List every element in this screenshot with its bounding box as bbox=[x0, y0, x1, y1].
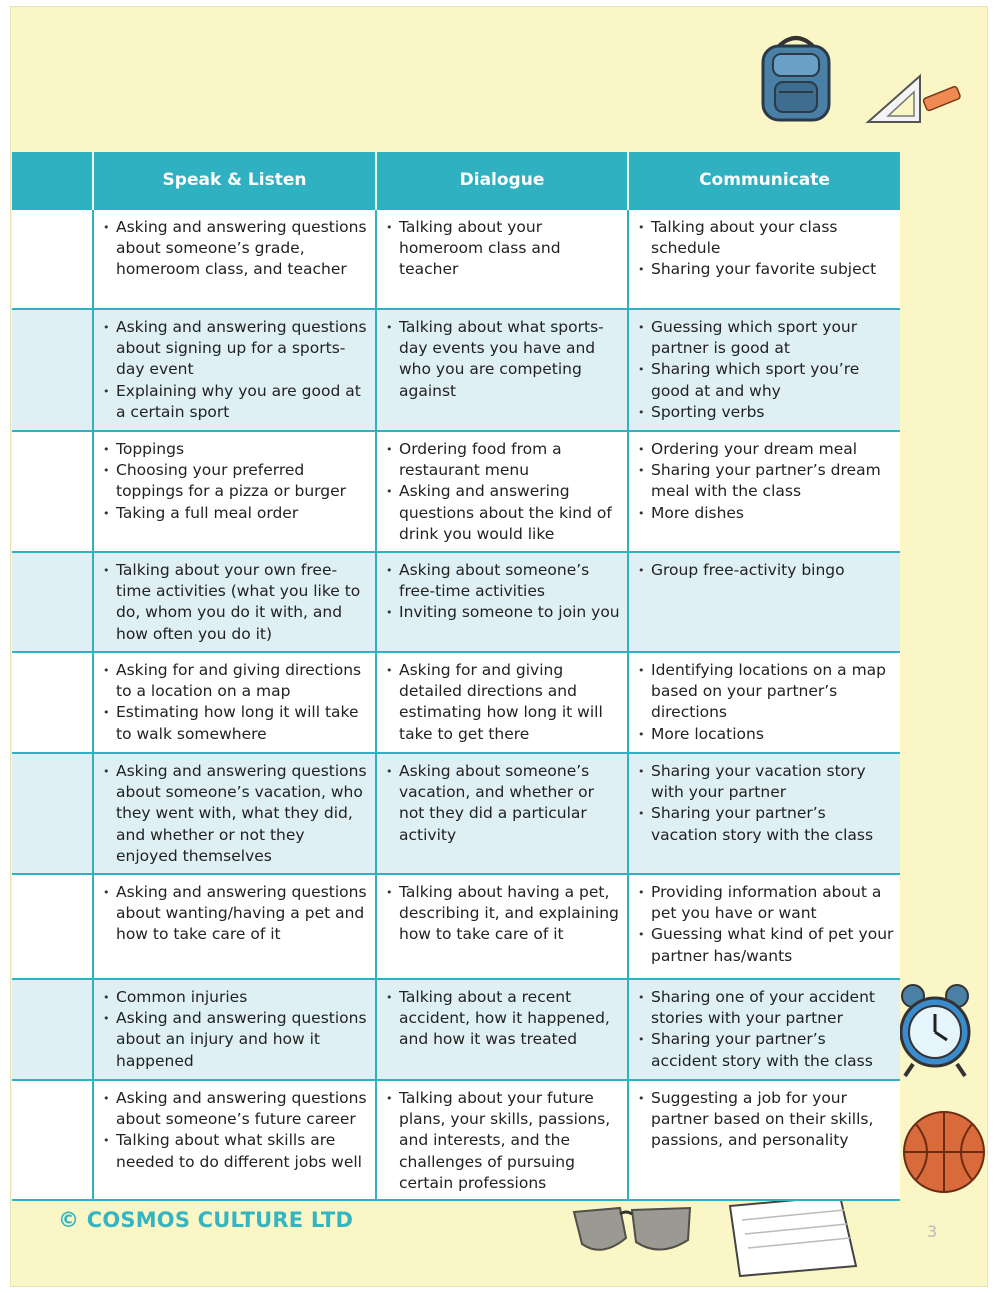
bullet-item: • Suggesting a job for your partner based on their skills, passions, and personality bbox=[637, 1088, 896, 1152]
unit-cell bbox=[12, 652, 93, 753]
communicate-cell bbox=[628, 1080, 900, 1200]
bullet-list bbox=[385, 1088, 623, 1194]
bullet-list bbox=[102, 439, 371, 524]
bullet-list bbox=[385, 761, 623, 846]
communicate-cell bbox=[628, 209, 900, 309]
bullet-item: • Providing information about a pet you have or want bbox=[637, 882, 896, 924]
bullet-item: • Talking about a recent accident, how it happened, and how it was treated bbox=[385, 987, 623, 1051]
bullet-list bbox=[637, 660, 896, 745]
bullet-item: • Sharing your partner’s dream meal with the class bbox=[637, 460, 896, 502]
bullet-item: • Sharing your partner’s accident story with the class bbox=[637, 1029, 896, 1071]
table-row bbox=[12, 652, 900, 753]
unit-cell bbox=[12, 874, 93, 979]
bullet-item: • Talking about your homeroom class and teacher bbox=[385, 217, 623, 281]
bullet-list bbox=[102, 217, 371, 281]
speak-listen-cell bbox=[93, 652, 376, 753]
communicate-cell bbox=[628, 431, 900, 552]
unit-cell bbox=[12, 1080, 93, 1200]
bullet-item: • Sharing one of your accident stories with your partner bbox=[637, 987, 896, 1029]
bullet-item: • Asking and answering questions about someone’s vacation, who they went with, what they did, and whether or not they enjoyed themselves bbox=[102, 761, 371, 867]
backpack-icon bbox=[755, 28, 837, 124]
bullet-item: • Asking about someone’s vacation, and whether or not they did a particular activity bbox=[385, 761, 623, 846]
communicate-cell bbox=[628, 309, 900, 431]
bullet-item: • Identifying locations on a map based on your partner’s directions bbox=[637, 660, 896, 724]
bullet-list bbox=[637, 1088, 896, 1152]
unit-cell bbox=[12, 431, 93, 552]
bullet-item: • More dishes bbox=[637, 503, 896, 524]
bullet-item: • Ordering your dream meal bbox=[637, 439, 896, 460]
dialogue-cell bbox=[376, 309, 628, 431]
bullet-item: • Sharing which sport you’re good at and why bbox=[637, 359, 896, 401]
bullet-item: • Common injuries bbox=[102, 987, 371, 1008]
bullet-list bbox=[102, 1088, 371, 1173]
bullet-list bbox=[385, 217, 623, 281]
table-header-row bbox=[12, 152, 900, 209]
bullet-list bbox=[637, 439, 896, 524]
bullet-item: • Inviting someone to join you bbox=[385, 602, 623, 623]
bullet-list bbox=[385, 987, 623, 1051]
table-row bbox=[12, 431, 900, 552]
bullet-item: • Taking a full meal order bbox=[102, 503, 371, 524]
column-header-communicate: Communicate bbox=[628, 152, 900, 209]
eraser-icon bbox=[920, 84, 964, 114]
bullet-list bbox=[637, 987, 896, 1072]
bullet-item: • Asking about someone’s free-time activities bbox=[385, 560, 623, 602]
column-header-speak-listen: Speak & Listen bbox=[93, 152, 376, 209]
speak-listen-cell bbox=[93, 552, 376, 652]
unit-cell bbox=[12, 753, 93, 874]
bullet-list bbox=[102, 987, 371, 1072]
bullet-list bbox=[637, 317, 896, 423]
speak-listen-cell bbox=[93, 431, 376, 552]
bullet-list bbox=[385, 882, 623, 946]
bullet-list bbox=[637, 882, 896, 967]
ruler-icon bbox=[864, 70, 924, 126]
bullet-item: • Sharing your favorite subject bbox=[637, 259, 896, 280]
speak-listen-cell bbox=[93, 1080, 376, 1200]
unit-cell bbox=[12, 979, 93, 1080]
table-row bbox=[12, 309, 900, 431]
bullet-item: • Guessing what kind of pet your partner has/wants bbox=[637, 924, 896, 966]
bullet-item: • Estimating how long it will take to walk somewhere bbox=[102, 702, 371, 744]
dialogue-cell bbox=[376, 874, 628, 979]
bullet-list bbox=[102, 660, 371, 745]
dialogue-cell bbox=[376, 753, 628, 874]
dialogue-cell bbox=[376, 431, 628, 552]
bullet-list bbox=[102, 761, 371, 867]
bullet-item: • Talking about your own free-time activities (what you like to do, whom you do it with, and how often you do it) bbox=[102, 560, 371, 645]
page-number: 3 bbox=[927, 1222, 938, 1241]
bullet-item: • Asking and answering questions about wanting/having a pet and how to take care of it bbox=[102, 882, 371, 946]
bullet-item: • Asking and answering questions about an injury and how it happened bbox=[102, 1008, 371, 1072]
bullet-list bbox=[102, 317, 371, 423]
speak-listen-cell bbox=[93, 979, 376, 1080]
bullet-list bbox=[102, 882, 371, 946]
dialogue-cell bbox=[376, 209, 628, 309]
bullet-item: • Talking about what skills are needed to do different jobs well bbox=[102, 1130, 371, 1172]
bullet-item: • Asking for and giving directions to a location on a map bbox=[102, 660, 371, 702]
bullet-item: • Talking about having a pet, describing it, and explaining how to take care of it bbox=[385, 882, 623, 946]
bullet-item: • Group free-activity bingo bbox=[637, 560, 896, 581]
notebook-icon bbox=[720, 1196, 860, 1278]
bullet-list bbox=[637, 217, 896, 281]
bullet-item: • Sharing your vacation story with your partner bbox=[637, 761, 896, 803]
bullet-list bbox=[385, 660, 623, 745]
bullet-item: • Sharing your partner’s vacation story with the class bbox=[637, 803, 896, 845]
bullet-item: • More locations bbox=[637, 724, 896, 745]
speak-listen-cell bbox=[93, 874, 376, 979]
bullet-item: • Choosing your preferred toppings for a pizza or burger bbox=[102, 460, 371, 502]
unit-cell bbox=[12, 309, 93, 431]
table-row bbox=[12, 209, 900, 309]
communicate-cell bbox=[628, 552, 900, 652]
column-header-dialogue: Dialogue bbox=[376, 152, 628, 209]
table-row bbox=[12, 979, 900, 1080]
speak-listen-cell bbox=[93, 753, 376, 874]
bullet-list bbox=[385, 439, 623, 545]
table-row bbox=[12, 753, 900, 874]
bullet-list bbox=[385, 317, 623, 402]
bullet-item: • Toppings bbox=[102, 439, 371, 460]
bullet-item: • Sporting verbs bbox=[637, 402, 896, 423]
speak-listen-cell bbox=[93, 209, 376, 309]
bullet-item: • Asking and answering questions about the kind of drink you would like bbox=[385, 481, 623, 545]
bullet-list bbox=[102, 560, 371, 645]
communicate-cell bbox=[628, 979, 900, 1080]
dialogue-cell bbox=[376, 979, 628, 1080]
bullet-list bbox=[637, 560, 896, 581]
bullet-item: • Guessing which sport your partner is good at bbox=[637, 317, 896, 359]
bullet-item: • Asking and answering questions about someone’s grade, homeroom class, and teacher bbox=[102, 217, 371, 281]
bullet-item: • Talking about your future plans, your skills, passions, and interests, and the challenges of pursuing certain professions bbox=[385, 1088, 623, 1194]
bullet-item: • Asking and answering questions about signing up for a sports-day event bbox=[102, 317, 371, 381]
unit-cell bbox=[12, 552, 93, 652]
bullet-item: • Asking for and giving detailed directions and estimating how long it will take to get there bbox=[385, 660, 623, 745]
bullet-list bbox=[637, 761, 896, 846]
dialogue-cell bbox=[376, 652, 628, 753]
communicate-cell bbox=[628, 652, 900, 753]
bullet-item: • Ordering food from a restaurant menu bbox=[385, 439, 623, 481]
sunglasses-icon bbox=[570, 1200, 700, 1270]
unit-cell bbox=[12, 209, 93, 309]
speak-listen-cell bbox=[93, 309, 376, 431]
bullet-item: • Talking about what sports-day events you have and who you are competing against bbox=[385, 317, 623, 402]
dialogue-cell bbox=[376, 1080, 628, 1200]
communicate-cell bbox=[628, 874, 900, 979]
communicate-cell bbox=[628, 753, 900, 874]
bullet-item: • Asking and answering questions about someone’s future career bbox=[102, 1088, 371, 1130]
dialogue-cell bbox=[376, 552, 628, 652]
table-row bbox=[12, 552, 900, 652]
curriculum-table bbox=[12, 152, 900, 1201]
basketball-icon bbox=[898, 1108, 988, 1194]
copyright-footer: © COSMOS CULTURE LTD bbox=[58, 1208, 354, 1232]
bullet-item: • Explaining why you are good at a certain sport bbox=[102, 381, 371, 423]
alarm-clock-icon bbox=[895, 980, 975, 1080]
table-row bbox=[12, 874, 900, 979]
bullet-item: • Talking about your class schedule bbox=[637, 217, 896, 259]
bullet-list bbox=[385, 560, 623, 624]
column-header-blank bbox=[12, 152, 93, 209]
table-row bbox=[12, 1080, 900, 1200]
